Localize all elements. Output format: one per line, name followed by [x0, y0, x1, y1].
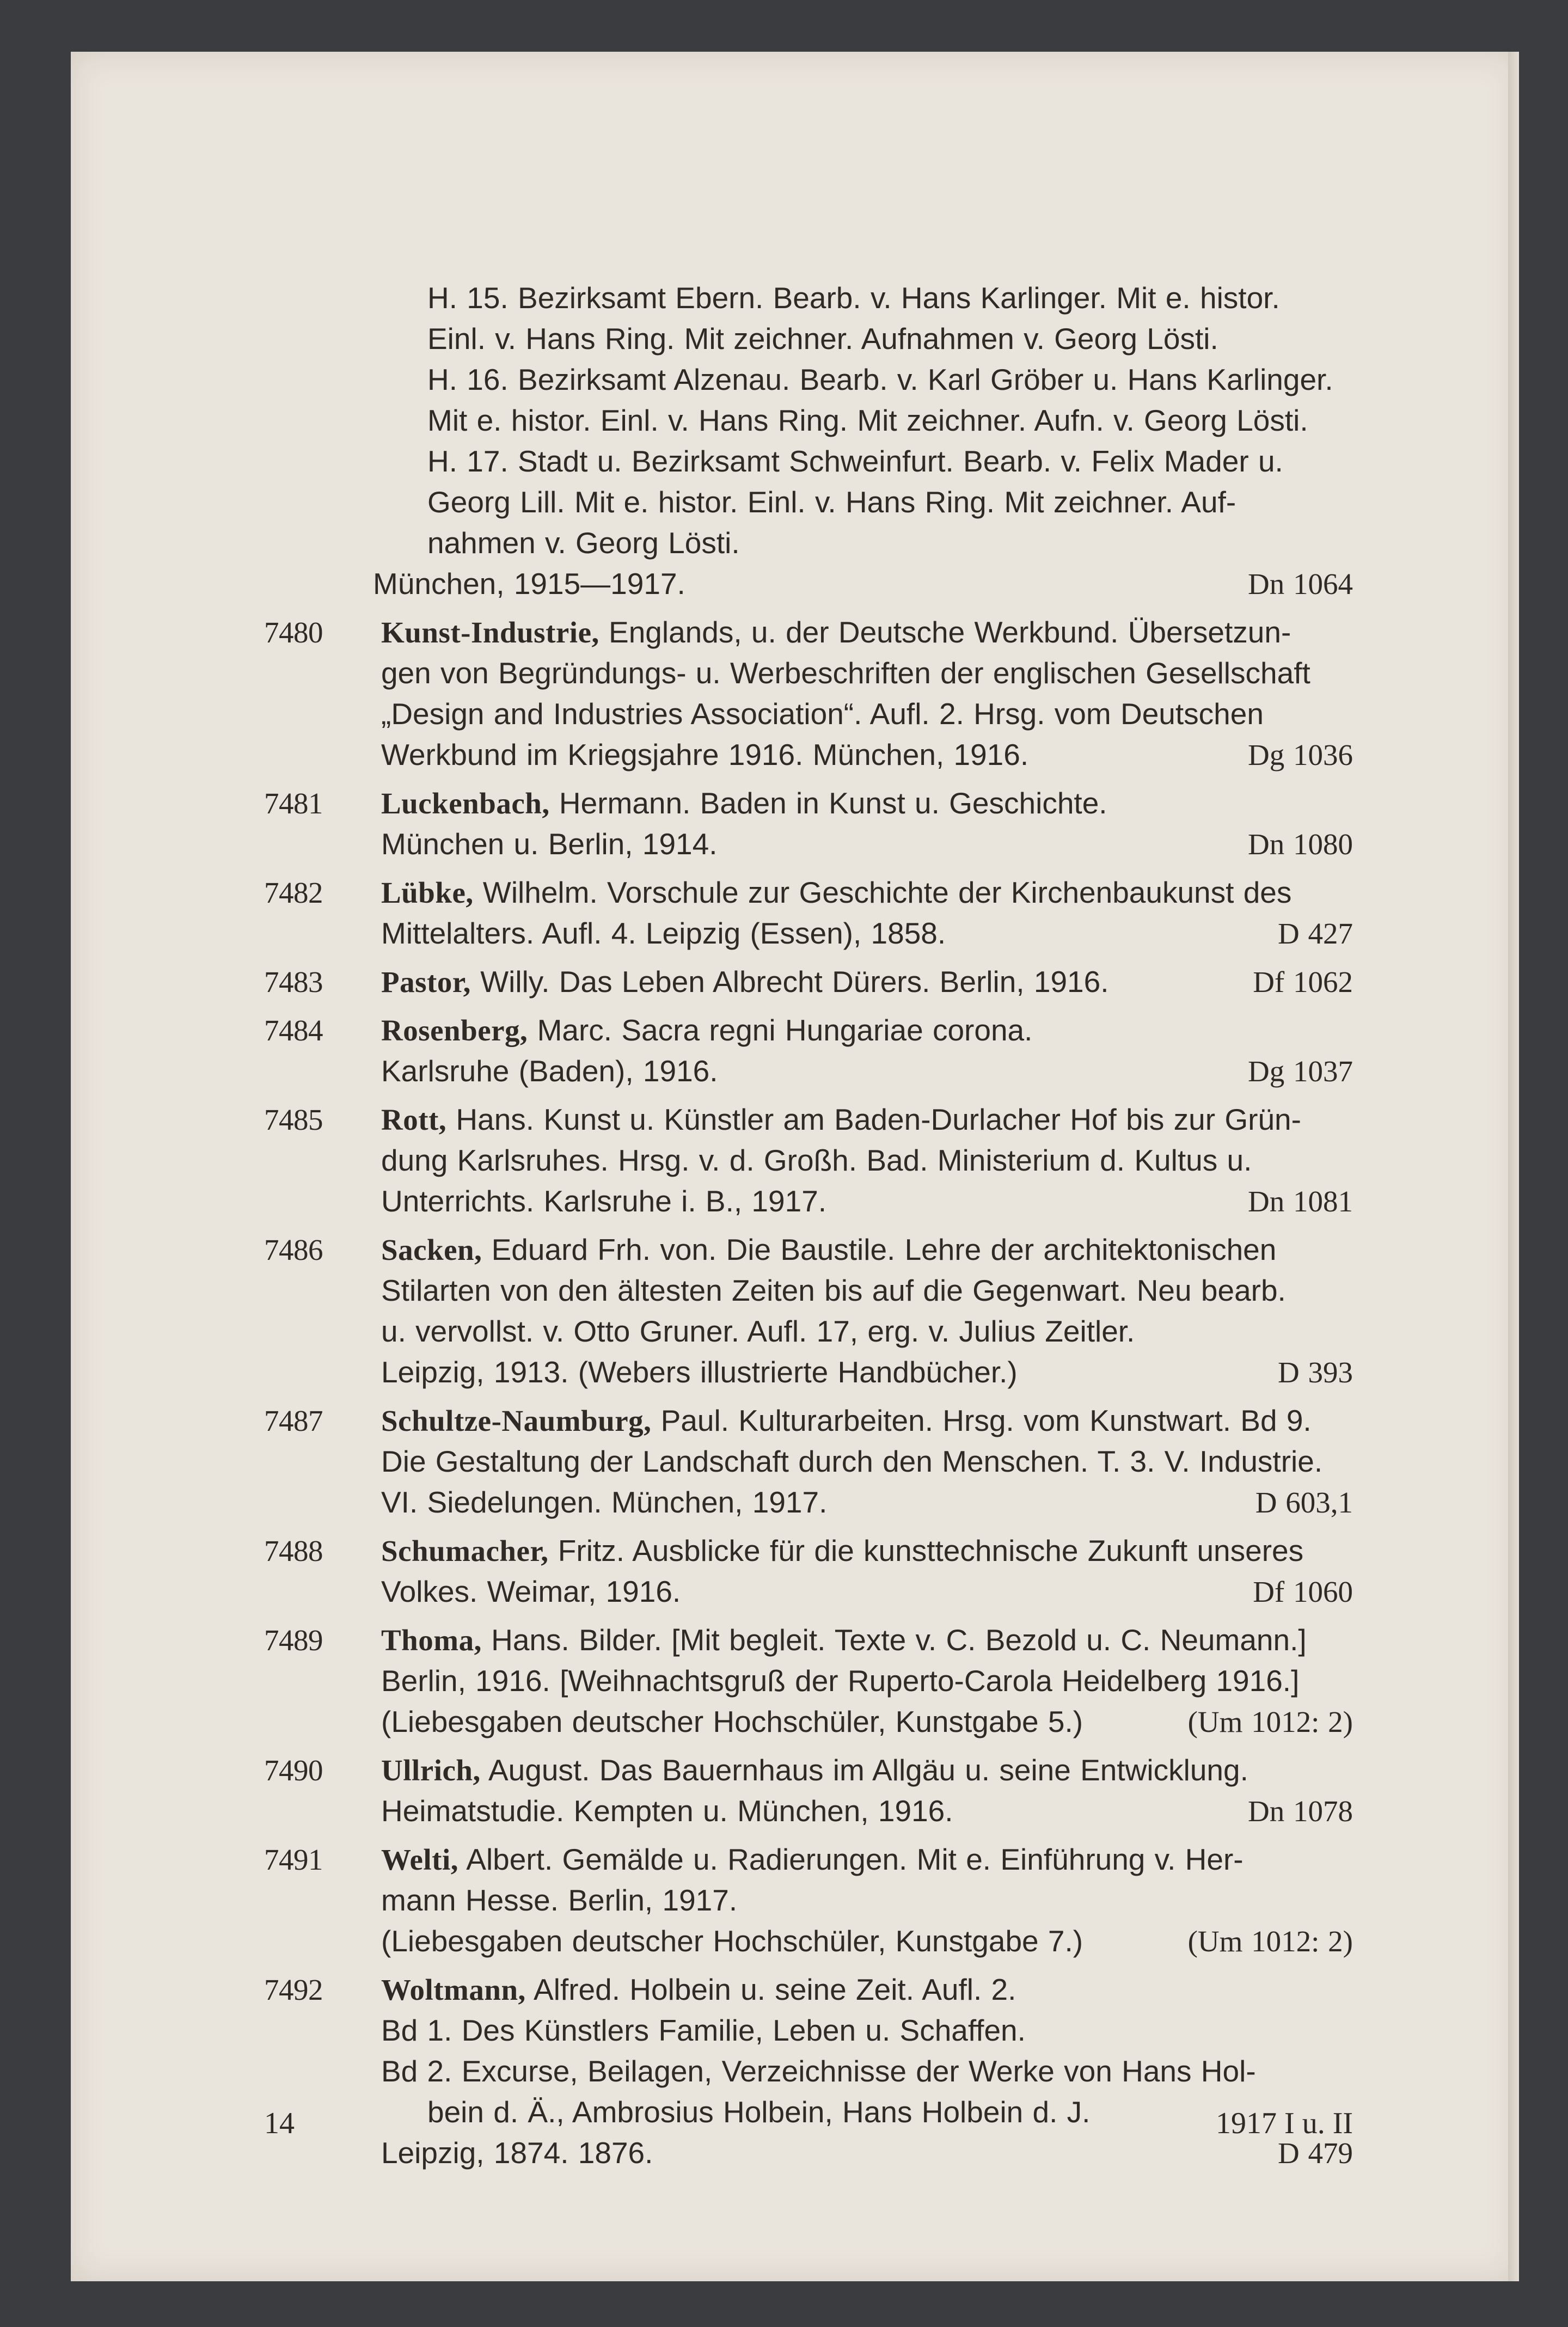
entry-text: Hans. Kunst u. Künstler am Baden-Durlacher Hof bis zur Grün- [446, 1103, 1301, 1136]
entry-text: Paul. Kulturarbeiten. Hrsg. vom Kunstwart. Bd 9. [651, 1404, 1312, 1437]
entry-text: Marc. Sacra regni Hungariae corona. [528, 1013, 1033, 1047]
author-name: Schumacher, [381, 1534, 549, 1567]
author-name: Pastor, [381, 965, 471, 999]
entry-text: Alfred. Holbein u. seine Zeit. Aufl. 2. [525, 1973, 1016, 2006]
text-line [264, 1352, 1353, 1393]
entry-text: August. Das Bauernhaus im Allgäu u. seine Entwicklung. [480, 1753, 1248, 1787]
text-line: Die Gestaltung der Landschaft durch den Menschen. T. 3. V. Industrie. [381, 1444, 1323, 1478]
text-line: Georg Lill. Mit e. histor. Einl. v. Hans Ring. Mit zeichner. Auf- [427, 485, 1236, 519]
page-number: 14 [264, 2106, 295, 2140]
text-line [264, 1482, 1353, 1523]
entry-number: 7491 [264, 1843, 323, 1876]
text-line [264, 1010, 1353, 1051]
shelf-mark: (Um 1012: 2) [1187, 1925, 1353, 1958]
series-note: (Liebesgaben deutscher Hochschüler, Kunstgabe 7.) [381, 1924, 1083, 1958]
author-name: Ullrich, [381, 1754, 481, 1787]
catalog-entry [264, 1839, 1353, 1962]
entry-text: Wilhelm. Vorschule zur Geschichte der Kirchenbaukunst des [473, 875, 1292, 909]
text-line [264, 824, 1353, 865]
imprint: Werkbund im Kriegsjahre 1916. München, 1916. [381, 738, 1029, 771]
text-line [264, 872, 1353, 913]
entry-number: 7492 [264, 1973, 323, 2006]
entry-text: Englands, u. der Deutsche Werkbund. Übersetzun- [599, 615, 1291, 649]
catalog-content [264, 278, 1353, 2173]
catalog-entry [264, 1620, 1353, 1742]
text-line [264, 1571, 1353, 1612]
catalog-entry [264, 612, 1353, 775]
shelf-mark: Df 1060 [1253, 1575, 1353, 1608]
imprint: Karlsruhe (Baden), 1916. [381, 1054, 718, 1088]
text-line: mann Hesse. Berlin, 1917. [381, 1883, 738, 1917]
text-line [264, 1229, 1353, 1270]
text-line: Berlin, 1916. [Weihnachtsgruß der Ruperto-Carola Heidelberg 1916.] [381, 1664, 1300, 1698]
author-name: Rott, [381, 1103, 447, 1136]
entry-number: 7489 [264, 1624, 323, 1657]
author-name: Schultze-Naumburg, [381, 1404, 652, 1437]
entry-number: 7480 [264, 616, 323, 649]
catalog-entry [264, 1010, 1353, 1092]
catalog-entry [264, 783, 1353, 865]
shelf-mark: D 479 [1278, 2136, 1353, 2170]
shelf-mark: D 427 [1278, 917, 1353, 950]
shelf-mark: D 603,1 [1255, 1486, 1353, 1519]
issue-label: 1917 I u. II [1216, 2106, 1353, 2140]
shelf-mark: Dn 1064 [1248, 567, 1353, 601]
text-line [264, 1750, 1353, 1791]
text-line [264, 962, 1353, 1002]
entry-number: 7483 [264, 965, 323, 999]
author-name: Woltmann, [381, 1973, 526, 2006]
catalog-entry [264, 872, 1353, 954]
page-edge [1508, 52, 1519, 2281]
catalog-entry [264, 1229, 1353, 1393]
catalog-entry [264, 1099, 1353, 1222]
entry-number: 7482 [264, 876, 323, 909]
catalog-entry [264, 1530, 1353, 1612]
imprint: München u. Berlin, 1914. [381, 827, 718, 861]
entry-number: 7484 [264, 1014, 323, 1047]
text-line [264, 1181, 1353, 1222]
text-line: Mit e. histor. Einl. v. Hans Ring. Mit zeichner. Aufn. v. Georg Lösti. [427, 403, 1308, 437]
shelf-mark: D 393 [1278, 1356, 1353, 1389]
shelf-mark: Dg 1037 [1248, 1055, 1353, 1088]
author-name: Luckenbach, [381, 787, 550, 820]
entry-number: 7486 [264, 1233, 323, 1266]
text-line: „Design and Industries Association“. Aufl. 2. Hrsg. vom Deutschen [381, 697, 1264, 731]
text-line [264, 1791, 1353, 1832]
imprint: Heimatstudie. Kempten u. München, 1916. [381, 1794, 953, 1828]
entry-text: Fritz. Ausblicke für die kunsttechnische Zukunft unseres [548, 1534, 1304, 1567]
imprint: Leipzig, 1913. (Webers illustrierte Handbücher.) [381, 1355, 1018, 1389]
imprint: Volkes. Weimar, 1916. [381, 1575, 681, 1608]
text-line [264, 734, 1353, 775]
text-line [264, 913, 1353, 954]
author-name: Lübke, [381, 876, 474, 909]
entry-number: 7490 [264, 1754, 323, 1787]
shelf-mark: (Um 1012: 2) [1187, 1705, 1353, 1738]
text-line [264, 1839, 1353, 1880]
text-line: H. 15. Bezirksamt Ebern. Bearb. v. Hans Karlinger. Mit e. histor. [427, 281, 1280, 315]
text-line: Einl. v. Hans Ring. Mit zeichner. Aufnahmen v. Georg Lösti. [427, 322, 1218, 356]
imprint: Unterrichts. Karlsruhe i. B., 1917. [381, 1184, 827, 1218]
catalog-entry [264, 1750, 1353, 1832]
shelf-mark: Dn 1081 [1248, 1185, 1353, 1218]
entry-text: Albert. Gemälde u. Radierungen. Mit e. Einführung v. Her- [458, 1842, 1244, 1876]
text-line [264, 1969, 1353, 2010]
entry-number: 7485 [264, 1103, 323, 1136]
entry-text: Hans. Bilder. [Mit begleit. Texte v. C. Bezold u. C. Neumann.] [481, 1623, 1307, 1657]
text-line [264, 1400, 1353, 1441]
text-line [264, 564, 1353, 604]
text-line [264, 1099, 1353, 1140]
text-line [264, 2133, 1353, 2173]
shelf-mark: Dg 1036 [1248, 738, 1353, 771]
text-line: Stilarten von den ältesten Zeiten bis auf die Gegenwart. Neu bearb. [381, 1273, 1286, 1307]
series-note: (Liebesgaben deutscher Hochschüler, Kunstgabe 5.) [381, 1705, 1083, 1738]
text-line: H. 16. Bezirksamt Alzenau. Bearb. v. Karl Gröber u. Hans Karlinger. [427, 363, 1333, 396]
header-continuation [264, 278, 1353, 604]
text-line [264, 1701, 1353, 1742]
author-name: Rosenberg, [381, 1014, 528, 1047]
author-name: Sacken, [381, 1233, 482, 1266]
entry-number: 7487 [264, 1404, 323, 1437]
entry-text: Hermann. Baden in Kunst u. Geschichte. [549, 786, 1107, 820]
catalog-entry [264, 1969, 1353, 2173]
author-name: Kunst-Industrie, [381, 616, 599, 649]
author-name: Thoma, [381, 1624, 482, 1657]
text-line: H. 17. Stadt u. Bezirksamt Schweinfurt. Bearb. v. Felix Mader u. [427, 444, 1283, 478]
imprint: Leipzig, 1874. 1876. [381, 2136, 653, 2170]
text-line [264, 783, 1353, 824]
imprint: Mittelalters. Aufl. 4. Leipzig (Essen), 1858. [381, 916, 946, 950]
text-line: bein d. Ä., Ambrosius Holbein, Hans Holbein d. J. [427, 2095, 1091, 2129]
catalog-entry [264, 1400, 1353, 1523]
text-line: nahmen v. Georg Lösti. [427, 526, 740, 560]
author-name: Welti, [381, 1843, 459, 1876]
entry-number: 7481 [264, 787, 323, 820]
text-line: Bd 1. Des Künstlers Familie, Leben u. Schaffen. [381, 2013, 1026, 2047]
text-line [264, 1051, 1353, 1092]
entry-text: Eduard Frh. von. Die Baustile. Lehre der architektonischen [482, 1233, 1277, 1266]
entry-text: Willy. Das Leben Albrecht Dürers. Berlin, 1916. [470, 965, 1109, 999]
text-line [264, 1530, 1353, 1571]
text-line: Bd 2. Excurse, Beilagen, Verzeichnisse der Werke von Hans Hol- [381, 2054, 1256, 2088]
imprint: VI. Siedelungen. München, 1917. [381, 1485, 828, 1519]
text-line: gen von Begründungs- u. Werbeschriften der englischen Gesellschaft [381, 656, 1310, 690]
text-line: dung Karlsruhes. Hrsg. v. d. Großh. Bad. Ministerium d. Kultus u. [381, 1143, 1252, 1177]
text-line [264, 1620, 1353, 1661]
text-line: u. vervollst. v. Otto Gruner. Aufl. 17, erg. v. Julius Zeitler. [381, 1314, 1135, 1348]
text-line [264, 612, 1353, 653]
imprint: München, 1915—1917. [373, 567, 685, 601]
text-line [264, 1921, 1353, 1962]
shelf-mark: Dn 1080 [1248, 828, 1353, 861]
entry-number: 7488 [264, 1534, 323, 1567]
shelf-mark: Df 1062 [1253, 965, 1353, 999]
shelf-mark: Dn 1078 [1248, 1795, 1353, 1828]
catalog-entry [264, 962, 1353, 1002]
